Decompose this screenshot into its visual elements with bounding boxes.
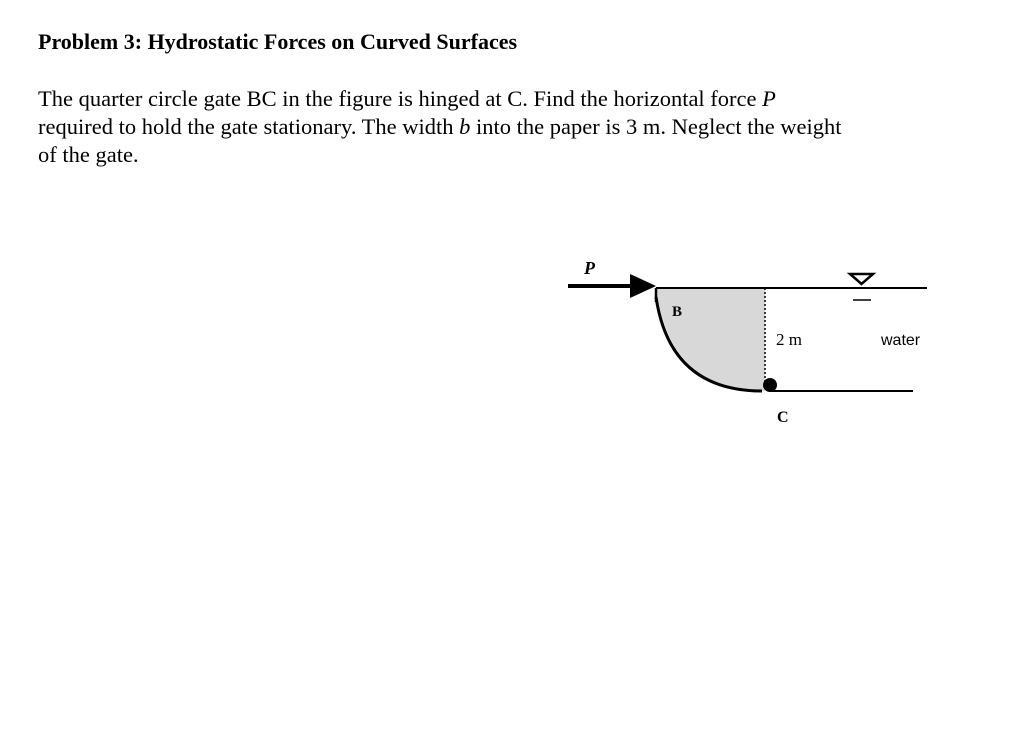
gate-figure xyxy=(560,252,940,432)
force-arrow-icon xyxy=(630,274,656,298)
statement-line-2: required to hold the gate stationary. The width b into the paper is 3 m. Neglect the weight xyxy=(38,114,842,139)
problem-statement xyxy=(38,85,998,169)
gate-diagram xyxy=(560,252,940,432)
force-label: P xyxy=(584,258,595,278)
problem-title: Problem 3: Hydrostatic Forces on Curved Surfaces xyxy=(38,29,518,54)
free-surface-triangle-icon xyxy=(850,274,873,284)
hinge-icon xyxy=(763,378,777,392)
point-b-label: B xyxy=(672,304,683,320)
fluid-label: water xyxy=(881,332,921,349)
force-symbol: P xyxy=(762,86,776,111)
dimension-label: 2 m xyxy=(776,330,802,349)
width-symbol: b xyxy=(459,114,471,139)
statement-line-3: of the gate. xyxy=(38,142,139,167)
point-c-label: C xyxy=(777,409,789,426)
statement-line-1: The quarter circle gate BC in the figure is hinged at C. Find the horizontal force P xyxy=(38,86,776,111)
